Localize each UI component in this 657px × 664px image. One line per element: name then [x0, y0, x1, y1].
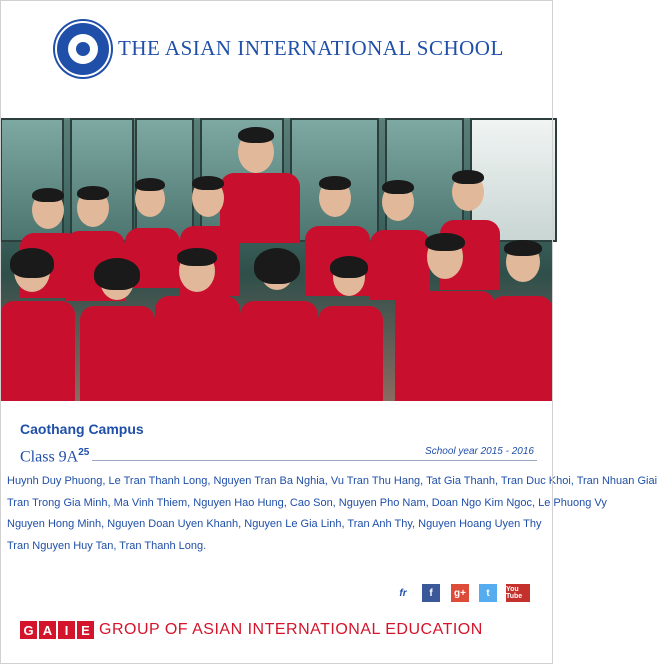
- facebook-icon[interactable]: f: [422, 584, 440, 602]
- names-line: Huynh Duy Phuong, Le Tran Thanh Long, Nguyen Tran Ba Nghia, Vu Tran Thu Hang, Tat Gia Thanh, Tran Duc Khoi, Tran Nhuan Giai: [7, 475, 657, 487]
- header: [0, 0, 553, 118]
- group-name: GROUP OF ASIAN INTERNATIONAL EDUCATION: [99, 621, 483, 638]
- gaie-letter: A: [39, 621, 56, 639]
- school-logo: [55, 21, 111, 77]
- school-name: THE ASIAN INTERNATIONAL SCHOOL: [118, 36, 504, 60]
- footer-brand: [20, 619, 483, 641]
- divider: [92, 460, 537, 461]
- names-line: Nguyen Hong Minh, Nguyen Doan Uyen Khanh, Nguyen Le Gia Linh, Tran Anh Thy, Nguyen Hoang Uyen Thy: [7, 518, 542, 530]
- gaie-letter: G: [20, 621, 37, 639]
- class-name: Class 9A: [20, 448, 79, 466]
- class-superscript: 25: [78, 447, 90, 458]
- gaie-letter: I: [58, 621, 75, 639]
- gaie-letter: E: [77, 621, 94, 639]
- school-year: School year 2015 - 2016: [425, 446, 534, 457]
- class-label: [20, 447, 89, 466]
- names-line: Tran Trong Gia Minh, Ma Vinh Thiem, Nguyen Hao Hung, Cao Son, Nguyen Pho Nam, Doan Ngo Kim Ngoc, Le Phuong Vy: [7, 496, 607, 509]
- fr-icon[interactable]: fr: [399, 587, 407, 599]
- names-line: Tran Nguyen Huy Tan, Tran Thanh Long.: [7, 539, 207, 552]
- student-names: [7, 471, 657, 557]
- twitter-icon[interactable]: t: [479, 584, 497, 602]
- class-photo: [0, 118, 553, 401]
- google-plus-icon[interactable]: g+: [451, 584, 469, 602]
- youtube-icon[interactable]: You Tube: [506, 584, 530, 602]
- class-info: [0, 401, 657, 664]
- campus-title: Caothang Campus: [20, 421, 144, 437]
